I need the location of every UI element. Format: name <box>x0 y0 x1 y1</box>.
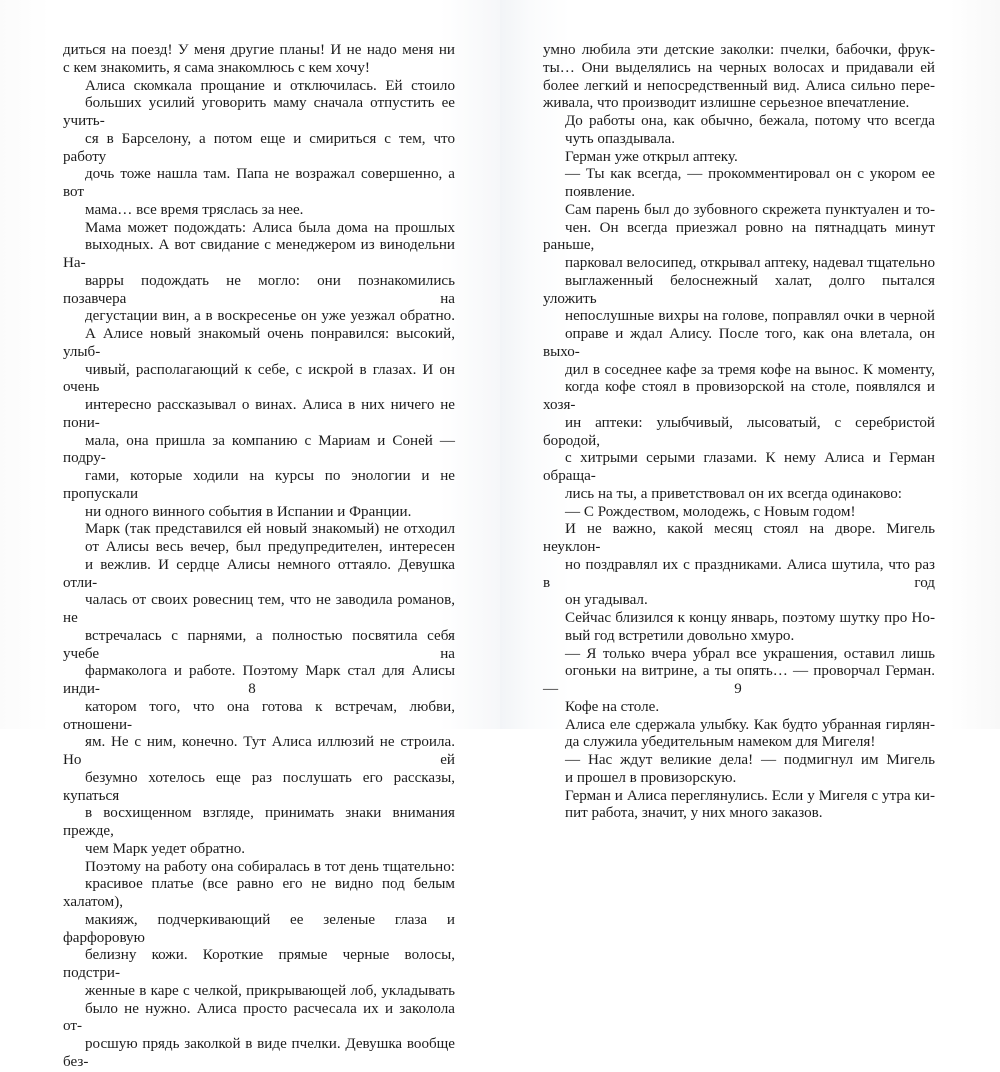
paragraph <box>543 113 935 149</box>
text-line: диться на поезд! У меня другие планы! И не надо меня ни <box>63 42 455 58</box>
left-page <box>0 0 500 1070</box>
text-line: чалась от своих ровесниц тем, что не заводила романов, не <box>63 592 455 626</box>
text-line: выглаженный белоснежный халат, долго пытался уложить <box>543 272 935 307</box>
page-number-right: 9 <box>734 681 742 697</box>
text-line: Алиса еле сдержала улыбку. Как будто убранная гирлян- <box>565 716 935 733</box>
paragraph <box>63 220 455 522</box>
text-line: варры подождать не могло: они познакомились позавчера на <box>63 272 455 307</box>
paragraph <box>543 42 935 113</box>
text-line: гами, которые ходили на курсы по энологии и не пропускали <box>63 468 455 502</box>
text-line: вый год встретили довольно хмуро. <box>565 627 795 644</box>
text-line: появление. <box>565 184 636 200</box>
right-page <box>500 0 1000 822</box>
text-line: интересно рассказывал о винах. Алиса в них ничего не пони- <box>63 397 455 431</box>
text-line: — Ты как всегда, — прокомментировал он с укором ее <box>565 166 935 183</box>
paragraph <box>543 717 935 753</box>
paragraph <box>63 78 455 220</box>
paragraph <box>543 521 935 610</box>
text-line: больших усилий уговорить маму сначала отпустить ее учить- <box>63 95 455 129</box>
text-line: Сам парень был до зубовного скрежета пунктуален и то- <box>565 201 935 218</box>
text-line: росшую прядь заколкой в виде пчелки. Девушка вообще без- <box>63 1036 455 1070</box>
text-line: Герман уже открыл аптеку. <box>565 148 738 165</box>
text-line: чем Марк уедет обратно. <box>85 840 246 857</box>
text-line: да служила убедительным намеком для Мигеля! <box>565 734 876 751</box>
text-line: — С Рождеством, молодежь, с Новым годом! <box>565 503 856 520</box>
text-line: выходных. А вот свидание с менеджером из винодельни На- <box>63 237 455 271</box>
text-line: лись на ты, а приветствовал он их всегда одинаково: <box>565 485 902 502</box>
text-line: и вежлив. И сердце Алисы немного оттаяло. Девушка отли- <box>63 556 455 591</box>
text-line: Сейчас близился к концу январь, поэтому шутку про Но- <box>565 610 935 626</box>
text-line: умно любила эти детские заколки: пчелки, бабочки, фрук- <box>543 42 935 58</box>
text-line: было не нужно. Алиса просто расчесала их и заколола от- <box>63 1000 455 1035</box>
text-line: Марк (так представился ей новый знакомый) не отходил <box>85 521 455 538</box>
text-line: но поздравлял их с праздниками. Алиса шутила, что раз в год <box>543 556 935 591</box>
text-line: когда кофе стоял в провизорской на столе, появлялся и хозя- <box>543 379 935 413</box>
text-line: Кофе на столе. <box>565 698 660 715</box>
text-line: ся в Барселону, а потом еще и смириться с тем, что работу <box>63 130 455 165</box>
text-line: непослушные вихры на голове, поправлял очки в черной <box>565 308 935 325</box>
paragraph <box>543 610 935 646</box>
text-line: чуть опаздывала. <box>565 130 675 147</box>
text-line: с кем знакомить, я сама знакомлюсь с кем хочу! <box>63 59 370 76</box>
text-line: дочь тоже нашла там. Папа не возражал совершенно, а вот <box>63 166 455 200</box>
text-line: чен. Он всегда приезжал ровно на пятнадцать минут раньше, <box>543 219 935 254</box>
paragraph <box>63 859 455 1072</box>
text-line: с хитрыми серыми глазами. К нему Алиса и Герман обраща- <box>543 450 935 484</box>
text-line: и прошел в провизорскую. <box>565 769 737 786</box>
text-line: от Алисы весь вечер, был предупредителен, интересен <box>85 539 455 555</box>
paragraph <box>63 42 455 78</box>
text-line: — Я только вчера убрал все украшения, оставил лишь <box>565 645 935 662</box>
paragraph <box>543 504 935 522</box>
text-line: катором того, что она готова к встречам, любви, отношени- <box>63 698 455 733</box>
text-line: Алиса скомкала прощание и отключилась. Ей стоило <box>85 77 455 94</box>
text-line: Герман и Алиса переглянулись. Если у Мигеля с утра ки- <box>565 787 935 804</box>
page-number-left: 8 <box>248 681 256 697</box>
text-line: макияж, подчеркивающий ее зеленые глаза и фарфоровую <box>63 911 455 946</box>
paragraph <box>543 149 935 167</box>
text-line: огоньки на витрине, а ты опять… — проворчал Герман. — <box>543 663 935 697</box>
paragraph <box>543 752 935 788</box>
paragraph <box>543 788 935 824</box>
text-line: встречалась с парнями, а полностью посвятила себя учебе на <box>63 627 455 662</box>
paragraph <box>543 166 935 202</box>
text-line: ин аптеки: улыбчивый, лысоватый, с серебристой бородой, <box>543 414 935 449</box>
text-line: ни одного винного события в Испании и Франции. <box>85 503 412 520</box>
text-line: женные в каре с челкой, прикрывающей лоб, укладывать <box>85 982 455 999</box>
text-line: Поэтому на работу она собиралась в тот день тщательно: <box>85 858 455 875</box>
text-line: Мама может подождать: Алиса была дома на прошлых <box>85 219 455 236</box>
text-line: мала, она пришла за компанию с Мариам и Соней — подру- <box>63 432 455 467</box>
text-line: белизну кожи. Короткие прямые черные волосы, подстри- <box>63 947 455 981</box>
text-line: И не важно, какой месяц стоял на дворе. Мигель неуклон- <box>543 521 935 555</box>
text-line: живала, что производит излишне серьезное впечатление. <box>543 95 910 112</box>
text-line: ты… Они выделялись на черных волосах и придавали ей <box>543 59 935 76</box>
text-line: мама… все время тряслась за нее. <box>85 201 304 218</box>
text-line: дил в соседнее кафе за тремя кофе на вынос. К моменту, <box>565 361 935 378</box>
text-line: дегустации вин, а в воскресенье он уже уезжал обратно. <box>85 308 455 325</box>
text-line: безумно хотелось еще раз послушать его рассказы, купаться <box>63 769 455 804</box>
text-line: он угадывал. <box>565 592 648 609</box>
right-page-text <box>543 42 935 823</box>
text-line: ям. Не с ним, конечно. Тут Алиса иллюзий не строила. Но ей <box>63 734 455 768</box>
text-line: До работы она, как обычно, бежала, потому что всегда <box>565 113 935 129</box>
text-line: красивое платье (все равно его не видно под белым халатом), <box>63 876 455 910</box>
text-line: — Нас ждут великие дела! — подмигнул им Мигель <box>565 752 935 768</box>
text-line: фармаколога и работе. Поэтому Марк стал для Алисы инди- <box>63 663 455 697</box>
text-line: оправе и ждал Алису. После того, как она влетала, он выхо- <box>543 326 935 360</box>
text-line: А Алисе новый знакомый очень понравился: высокий, улыб- <box>63 326 455 360</box>
text-line: чивый, располагающий к себе, с искрой в глазах. И он очень <box>63 361 455 396</box>
text-line: более легкий и непосредственный вид. Алиса сильно пере- <box>543 77 935 94</box>
text-line: парковал велосипед, открывал аптеку, надевал тщательно <box>565 255 935 271</box>
left-page-text <box>63 42 455 1072</box>
text-line: в восхищенном взгляде, принимать знаки внимания прежде, <box>63 805 455 839</box>
text-line: пит работа, значит, у них много заказов. <box>565 805 823 822</box>
paragraph <box>543 202 935 504</box>
